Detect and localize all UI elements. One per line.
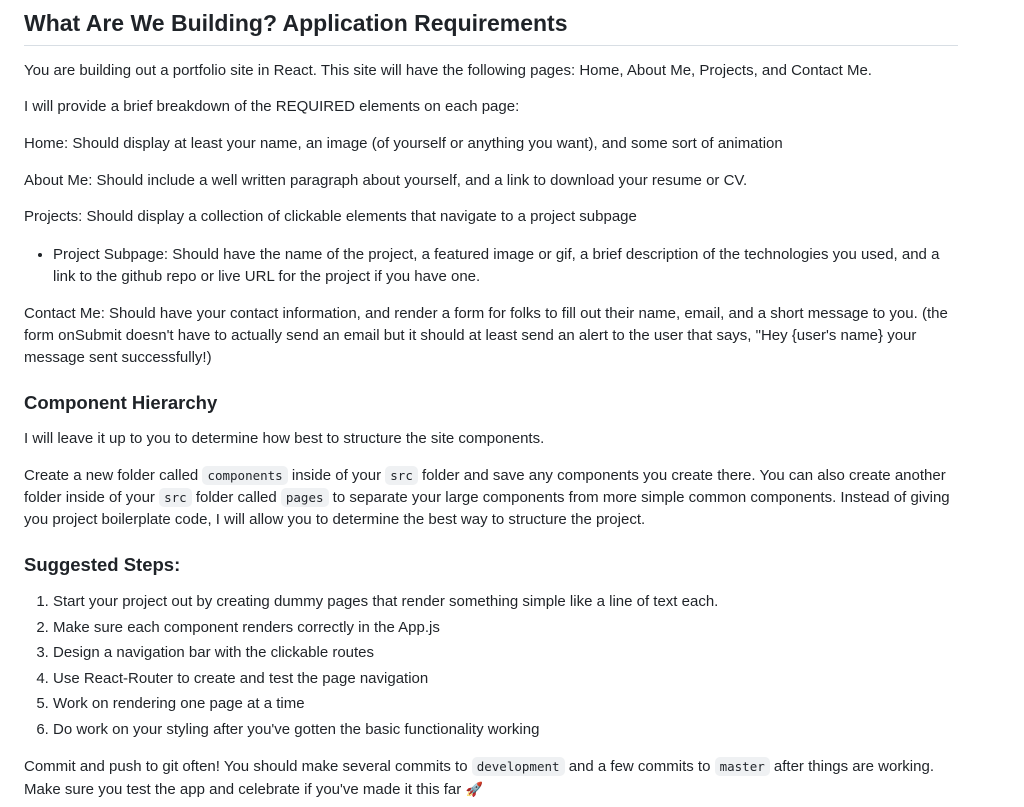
commit-text-2: and a few commits to	[564, 758, 715, 775]
master-code: master	[715, 757, 770, 776]
step-item: 4. Use React-Router to create and test the page navigation	[53, 668, 958, 690]
folder-text-3: folder and save any components you create there. You can also create another folder inside of your	[24, 467, 946, 506]
steps-list	[24, 591, 958, 744]
intro-paragraph: You are building out a portfolio site in React. This site will have the following pages: Home, About Me, Projects, and Contact Me.	[24, 62, 872, 79]
step-item: 3. Design a navigation bar with the clickable routes	[53, 642, 958, 664]
src-code: src	[385, 466, 418, 485]
folder-text-4: folder called	[191, 489, 281, 506]
subpage-requirement: • Project Subpage: Should have the name of the project, a featured image or gif, a brief description of the technologies you used, and a link to the github repo or live URL for the project if you have one.	[53, 244, 958, 288]
commit-text-1: Commit and push to git often! You should make several commits to	[24, 758, 472, 775]
folder-text-1: Create a new folder called	[24, 467, 203, 484]
structure-paragraph: I will leave it up to you to determine how best to structure the site components.	[24, 430, 545, 447]
step-item: 5. Work on rendering one page at a time	[53, 693, 958, 715]
suggested-steps-heading: Suggested Steps:	[24, 554, 181, 575]
commit-paragraph	[24, 756, 958, 801]
folder-text-5: to separate your large components from more simple common components. Instead of giving you project boilerplate code, I will allow you to determine the best way to structure the project.	[24, 489, 950, 528]
projects-subpage-list	[24, 244, 958, 288]
src-code-2: src	[159, 488, 192, 507]
folder-text-2: inside of your	[287, 467, 386, 484]
about-requirement: About Me: Should include a well written paragraph about yourself, and a link to download your resume or CV.	[24, 172, 748, 189]
page-title: What Are We Building? Application Requirements	[24, 0, 958, 46]
components-code: components	[202, 466, 287, 485]
step-item: 1. Start your project out by creating dummy pages that render something simple like a line of text each.	[53, 591, 958, 613]
pages-code: pages	[281, 488, 329, 507]
readme-document	[24, 0, 958, 798]
folder-paragraph	[24, 465, 964, 531]
rocket-icon: 🚀	[465, 781, 483, 797]
development-code: development	[472, 757, 565, 776]
contact-requirement: Contact Me: Should have your contact information, and render a form for folks to fill out their name, email, and a short message to you. (the form onSubmit doesn't have to actually send an email but it should at least send an alert to the user that says, "Hey {user's name} your message sent successfully!)	[24, 305, 948, 366]
commit-text-3: after things are working. Make sure you test the app and celebrate if you've made it this far	[24, 758, 934, 798]
projects-requirement: Projects: Should display a collection of clickable elements that navigate to a project subpage	[24, 208, 637, 225]
home-requirement: Home: Should display at least your name, an image (of yourself or anything you want), and some sort of animation	[24, 135, 783, 152]
step-item: 2. Make sure each component renders correctly in the App.js	[53, 617, 958, 639]
breakdown-paragraph: I will provide a brief breakdown of the REQUIRED elements on each page:	[24, 98, 520, 115]
component-hierarchy-heading: Component Hierarchy	[24, 392, 218, 413]
step-item: 6. Do work on your styling after you've gotten the basic functionality working	[53, 719, 958, 741]
